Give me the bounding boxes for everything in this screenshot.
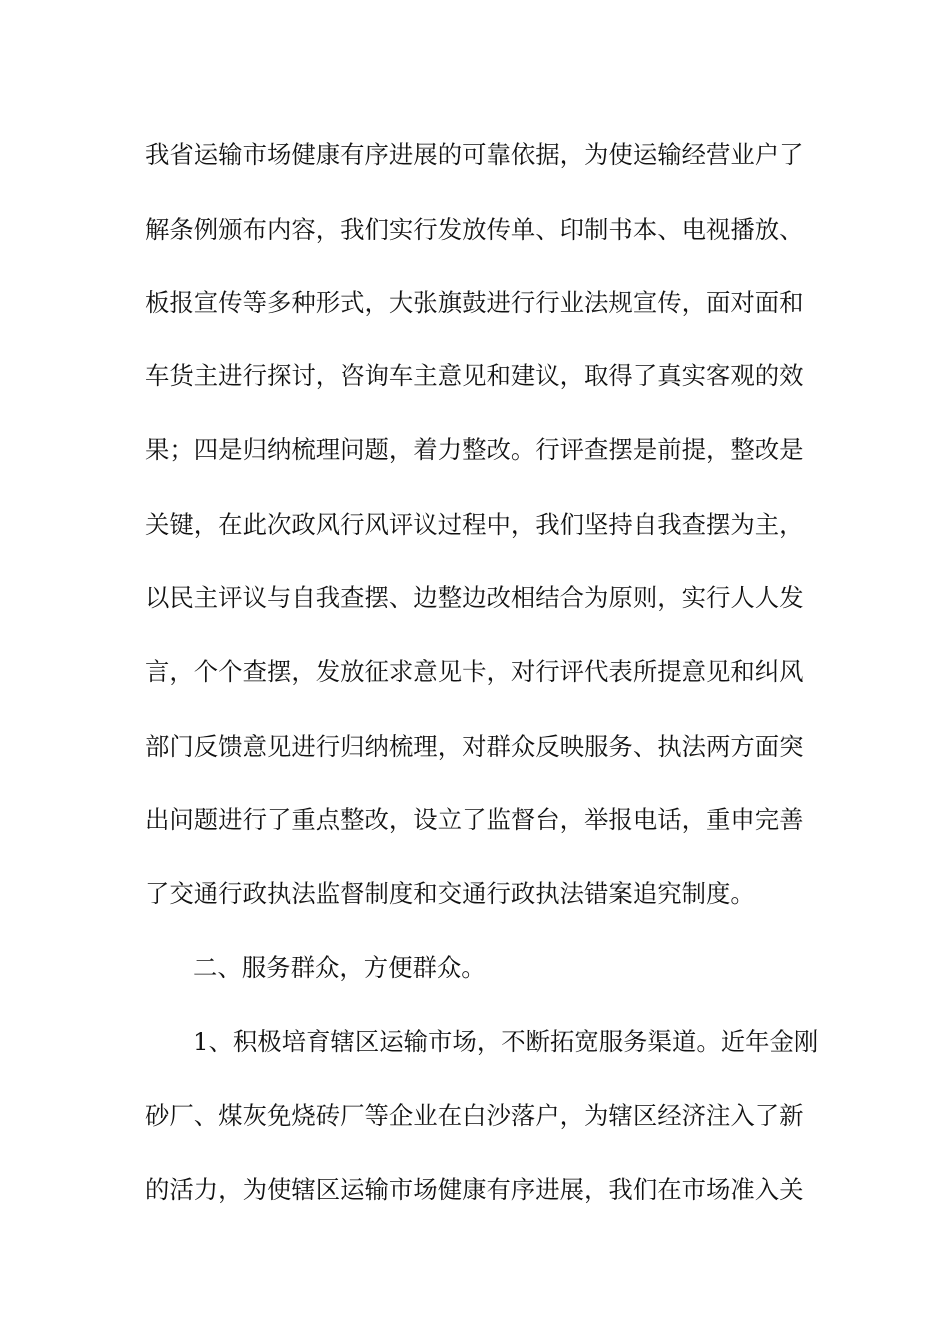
numbered-paragraph-start: 1、积极培育辖区运输市场，不断拓宽服务渠道。近年金刚 xyxy=(193,1027,819,1056)
body-text-line: 车货主进行探讨，咨询车主意见和建议，取得了真实客观的效 xyxy=(145,361,804,390)
body-text-line: 部门反馈意见进行归纳梳理，对群众反映服务、执法两方面突 xyxy=(145,732,804,761)
body-text-line: 我省运输市场健康有序进展的可靠依据，为使运输经营业户了 xyxy=(145,140,804,169)
body-text-line: 的活力，为使辖区运输市场健康有序进展，我们在市场准入关 xyxy=(145,1175,804,1204)
body-text-line: 了交通行政执法监督制度和交通行政执法错案追究制度。 xyxy=(145,879,755,908)
section-heading: 二、服务群众，方便群众。 xyxy=(193,953,486,982)
body-text-line: 言，个个查摆，发放征求意见卡，对行评代表所提意见和纠风 xyxy=(145,657,804,686)
body-text-line: 关键，在此次政风行风评议过程中，我们坚持自我查摆为主， xyxy=(145,510,804,539)
body-text-line: 以民主评议与自我查摆、边整边改相结合为原则，实行人人发 xyxy=(145,583,804,612)
body-text-line: 解条例颁布内容，我们实行发放传单、印制书本、电视播放、 xyxy=(145,215,804,244)
body-text-line: 砂厂、煤灰免烧砖厂等企业在白沙落户，为辖区经济注入了新 xyxy=(145,1101,804,1130)
body-text-line: 出问题进行了重点整改，设立了监督台，举报电话，重申完善 xyxy=(145,805,804,834)
body-text-line: 果；四是归纳梳理问题，着力整改。行评查摆是前提，整改是 xyxy=(145,435,804,464)
body-text-line: 板报宣传等多种形式，大张旗鼓进行行业法规宣传，面对面和 xyxy=(145,288,804,317)
